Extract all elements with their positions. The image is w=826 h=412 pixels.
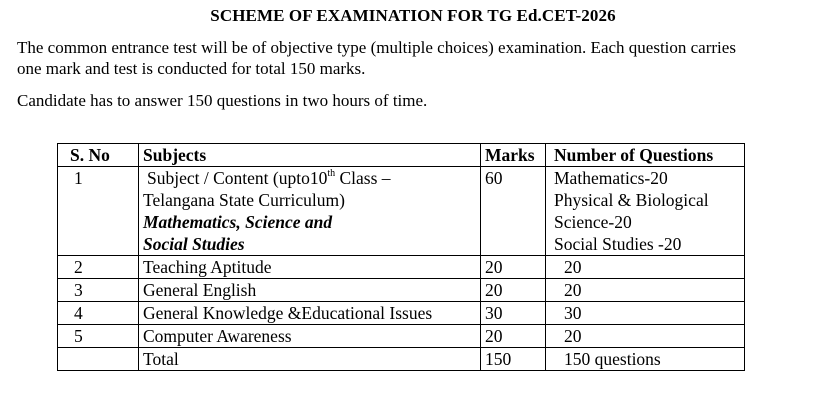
row-questions — [546, 167, 745, 256]
table-row — [58, 302, 745, 325]
row-marks: 60 — [481, 167, 546, 256]
total-marks: 150 — [481, 348, 546, 371]
table-row — [58, 256, 745, 279]
subject-line-4: Social Studies — [143, 234, 245, 254]
questions-line-4: Social Studies -20 — [554, 234, 682, 254]
row-subject — [139, 167, 481, 256]
row-questions: 20 — [546, 279, 745, 302]
row-questions: 30 — [546, 302, 745, 325]
row-questions: 20 — [546, 325, 745, 348]
row-sno: 1 — [58, 167, 139, 256]
row-marks: 20 — [481, 279, 546, 302]
subject-line-1: Subject / Content (upto10th Class – — [147, 168, 391, 188]
row-subject: Teaching Aptitude — [139, 256, 481, 279]
row-marks: 20 — [481, 256, 546, 279]
table-row — [58, 167, 745, 256]
questions-line-3: Science-20 — [554, 212, 632, 232]
row-subject: Computer Awareness — [139, 325, 481, 348]
header-subjects: Subjects — [139, 144, 481, 167]
duration-paragraph: Candidate has to answer 150 questions in two hours of time. — [17, 91, 428, 110]
total-row — [58, 348, 745, 371]
scheme-table — [57, 143, 745, 371]
questions-line-1: Mathematics-20 — [554, 168, 668, 188]
row-sno: 4 — [58, 302, 139, 325]
header-sno: S. No — [58, 144, 139, 167]
questions-line-2: Physical & Biological — [554, 190, 709, 210]
row-subject: General English — [139, 279, 481, 302]
row-sno: 3 — [58, 279, 139, 302]
row-subject: General Knowledge &Educational Issues — [139, 302, 481, 325]
row-questions: 20 — [546, 256, 745, 279]
intro-line-1: The common entrance test will be of objective type (multiple choices) examination. Each question carries — [17, 38, 736, 57]
intro-paragraph — [17, 37, 812, 79]
subject-line-3: Mathematics, Science and — [143, 212, 333, 232]
total-sno-empty — [58, 348, 139, 371]
header-marks: Marks — [481, 144, 546, 167]
document-title: SCHEME OF EXAMINATION FOR TG Ed.CET-2026 — [210, 6, 616, 25]
total-questions: 150 questions — [546, 348, 745, 371]
total-label: Total — [139, 348, 481, 371]
row-marks: 20 — [481, 325, 546, 348]
subject-line-2: Telangana State Curriculum) — [143, 190, 345, 210]
row-sno: 2 — [58, 256, 139, 279]
table-header-row — [58, 144, 745, 167]
header-questions: Number of Questions — [546, 144, 745, 167]
table-row — [58, 279, 745, 302]
row-marks: 30 — [481, 302, 546, 325]
row-sno: 5 — [58, 325, 139, 348]
intro-line-2: one mark and test is conducted for total 150 marks. — [17, 59, 366, 78]
table-row — [58, 325, 745, 348]
